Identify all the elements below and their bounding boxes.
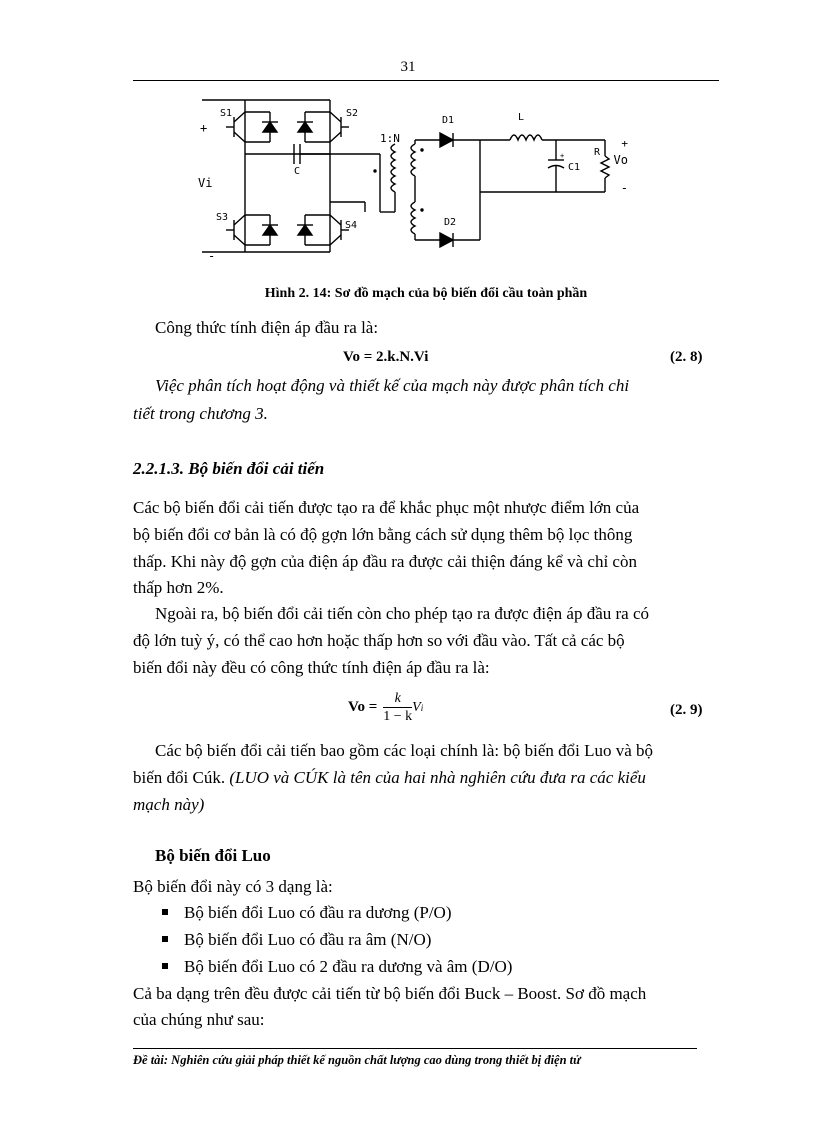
label-c1-plus: + xyxy=(560,152,565,160)
label-ratio: 1:N xyxy=(380,132,400,145)
para-analysis-line2: tiết trong chương 3. xyxy=(133,404,268,423)
bullet-item xyxy=(162,926,431,954)
bullet-text: Bộ biến đổi Luo có đầu ra dương (P/O) xyxy=(184,903,452,922)
para-luo-forms: Bộ biến đổi này có 3 dạng là: xyxy=(133,877,333,896)
secondary-coil-bottom xyxy=(411,202,415,234)
header-rule xyxy=(133,80,719,81)
label-s2: S2 xyxy=(346,108,359,119)
equation-2-8-number: (2. 8) xyxy=(670,349,703,365)
label-plus-in: + xyxy=(200,121,208,135)
para-besides-line2: độ lớn tuỳ ý, có thể cao hơn hoặc thấp hơn so với đầu vào. Tất cả các bộ xyxy=(133,631,625,650)
para-analysis-line1: Việc phân tích hoạt động và thiết kế của mạch này được phân tích chi xyxy=(155,376,630,395)
section-heading: 2.2.1.3. Bộ biến đổi cải tiến xyxy=(133,459,325,478)
eq2-fraction xyxy=(383,690,412,725)
bullet-square-icon xyxy=(162,936,168,942)
footer-text: Đề tài: Nghiên cứu giải pháp thiết kế nguồn chất lượng cao dùng trong thiết bị điện tử xyxy=(133,1053,581,1067)
resistor-r xyxy=(601,156,609,178)
eq2-lhs: Vo = xyxy=(348,699,378,715)
equation-2-9-number: (2. 9) xyxy=(670,702,703,718)
bullet-text: Bộ biến đổi Luo có đầu ra âm (N/O) xyxy=(184,930,432,949)
eq2-numerator: k xyxy=(383,690,412,708)
secondary-coil-top xyxy=(411,144,415,176)
bullet-item xyxy=(162,899,452,927)
para-buckboost-line1: Cả ba dạng trên đều được cải tiến từ bộ biến đổi Buck – Boost. Sơ đồ mạch xyxy=(133,984,647,1003)
bullet-text: Bộ biến đổi Luo có 2 đầu ra dương và âm (D/O) xyxy=(184,957,513,976)
bullet-square-icon xyxy=(162,909,168,915)
figure-caption: Hình 2. 14: Sơ đồ mạch của bộ biến đổi cầu toàn phần xyxy=(264,286,588,301)
para-types-line2 xyxy=(133,764,646,792)
s1-diode xyxy=(245,112,278,142)
primary-coil xyxy=(391,144,395,192)
footer-rule xyxy=(133,1048,697,1049)
equation-2-8: Vo = 2.k.N.Vi xyxy=(343,349,429,365)
page-number: 31 xyxy=(400,59,416,75)
inductor-l xyxy=(510,135,542,140)
para-types-line2-italic: (LUO và CÚK là tên của hai nhà nghiên cứu đưa ra các kiểu xyxy=(229,768,646,787)
label-c: C xyxy=(294,166,301,177)
equation-2-9 xyxy=(348,690,423,725)
label-l: L xyxy=(518,112,525,123)
para-improved-line2: bộ biến đổi cơ bản là có độ gợn lớn bằng cách sử dụng thêm bộ lọc thông xyxy=(133,525,633,544)
para-besides-line1: Ngoài ra, bộ biến đổi cải tiến còn cho phép tạo ra được điện áp đầu ra có xyxy=(155,604,650,623)
subheading-luo: Bộ biến đổi Luo xyxy=(155,846,271,865)
eq2-subscript: i xyxy=(420,702,424,713)
s3-transistor xyxy=(226,215,245,245)
para-types-line1: Các bộ biến đổi cải tiến bao gồm các loại chính là: bộ biến đổi Luo và bộ xyxy=(155,741,654,760)
label-vo: Vo xyxy=(613,153,628,167)
para-improved-line3: thấp. Khi này độ gợn của điện áp đầu ra được cải thiện đáng kể và chỉ còn xyxy=(133,552,637,571)
label-s3: S3 xyxy=(216,212,229,223)
label-r: R xyxy=(594,147,601,158)
label-minus-in: - xyxy=(208,249,216,263)
full-bridge-circuit-diagram xyxy=(190,92,630,272)
label-s4: S4 xyxy=(345,220,358,231)
s4-diode xyxy=(297,215,330,245)
label-c1: C1 xyxy=(568,162,581,173)
label-d1: D1 xyxy=(442,115,455,126)
para-formula-intro: Công thức tính điện áp đầu ra là: xyxy=(155,318,379,337)
label-vi: Vi xyxy=(198,176,213,190)
para-buckboost-line2: của chúng như sau: xyxy=(133,1010,265,1029)
bullet-square-icon xyxy=(162,963,168,969)
d1-diode xyxy=(440,133,453,147)
para-besides-line3: biến đổi này đều có công thức tính điện áp đầu ra là: xyxy=(133,658,490,677)
para-types-line3: mạch này) xyxy=(133,795,205,814)
s2-diode xyxy=(297,112,330,142)
para-improved-line1: Các bộ biến đổi cải tiến được tạo ra để khắc phục một nhược điểm lớn của xyxy=(133,498,640,517)
label-plus-out: + xyxy=(621,137,628,150)
para-types-line2-normal: biến đổi Cúk. xyxy=(133,768,230,787)
para-improved-line4: thấp hơn 2%. xyxy=(133,578,224,597)
eq2-v: V xyxy=(412,699,421,715)
s3-diode xyxy=(245,215,278,245)
bullet-item xyxy=(162,953,512,981)
eq2-denominator: 1 − k xyxy=(383,709,413,724)
label-s1: S1 xyxy=(220,108,233,119)
label-minus-out: - xyxy=(620,181,628,195)
d2-diode xyxy=(440,233,453,247)
label-d2: D2 xyxy=(444,217,457,228)
